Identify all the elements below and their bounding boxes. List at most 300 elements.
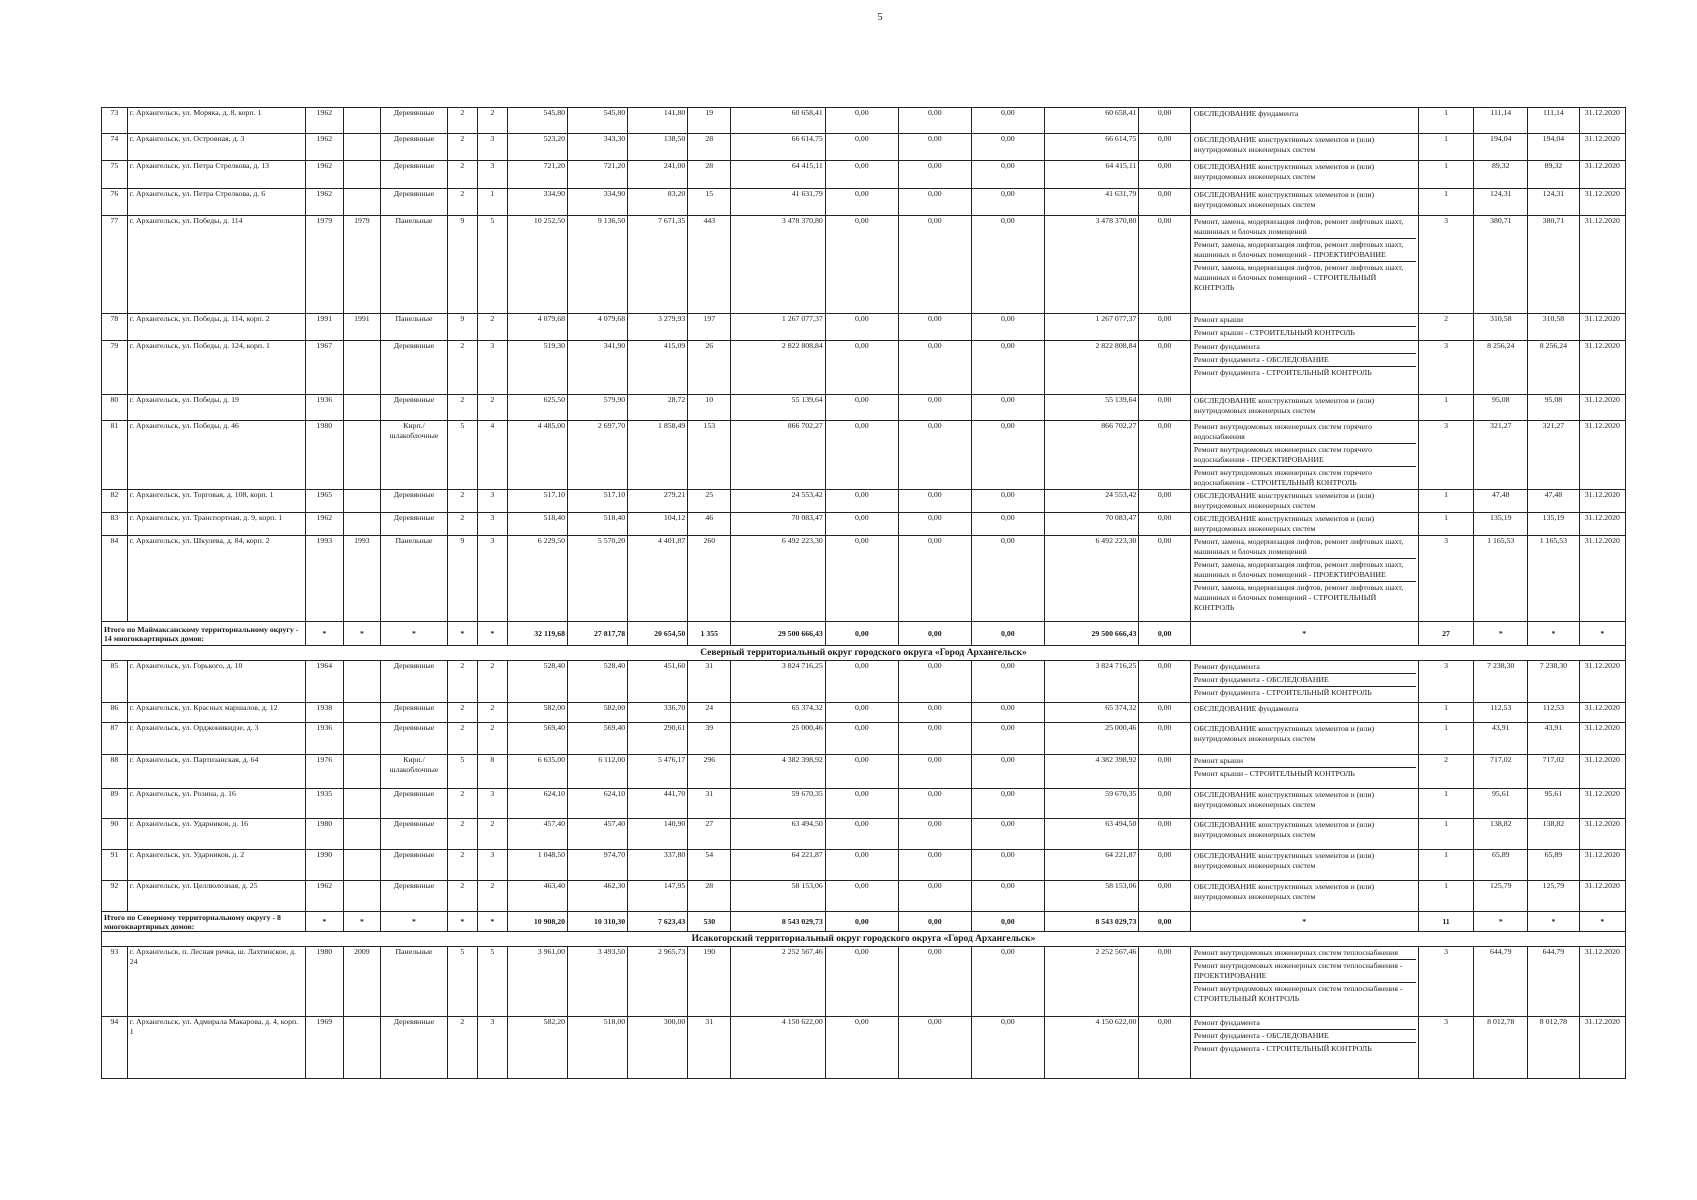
cell-area-private: 140,90 [628,819,688,850]
cell-fund-5: 0,00 [1139,947,1191,1017]
cell-residents: 197 [688,314,731,341]
cell-area-total: 582,20 [507,1017,567,1079]
cell-area-private: 290,61 [628,723,688,755]
cell-fund-3: 0,00 [971,819,1044,850]
cell-fund-5: 0,00 [1139,513,1191,536]
cell-fund-1: 0,00 [825,134,898,161]
cell-total-cost: 64 221,87 [731,850,826,881]
cell-fund-2: 0,00 [898,947,971,1017]
cell-deadline: 31.12.2020 [1579,723,1625,755]
cell-works-list [1190,134,1418,161]
cell-deadline: 31.12.2020 [1579,161,1625,189]
cell-total-cost: 4 150 622,00 [731,1017,826,1079]
cell-floors: 2 [447,490,477,513]
table-row [102,216,1626,314]
cell-fund-5: 0,00 [1139,536,1191,622]
cell-area-living: 3 493,50 [568,947,628,1017]
cell-works-count: 1 [1418,881,1474,912]
cell-area-private: 336,70 [628,703,688,723]
total-area-living: 27 817,78 [568,622,628,646]
cell-area-living: 457,40 [568,819,628,850]
cell-area-private: 241,00 [628,161,688,189]
cell-deadline: 31.12.2020 [1579,421,1625,490]
work-item: ОБСЛЕДОВАНИЕ конструктивных элементов и (или) внутридомовых инженерных систем [1193,724,1375,743]
cell-row-number: 85 [102,661,128,703]
cell-fund-3: 0,00 [971,421,1044,490]
cell-area-total: 3 961,00 [507,947,567,1017]
cell-fund-5: 0,00 [1139,189,1191,216]
cell-wall-material: Деревянные [381,490,448,513]
cell-fund-5: 0,00 [1139,216,1191,314]
cell-floors: 2 [447,1017,477,1079]
cell-area-total: 625,50 [507,395,567,421]
cell-fund-4: 4 382 398,92 [1044,755,1139,789]
cell-works-count: 1 [1418,513,1474,536]
cell-total-cost: 3 478 370,80 [731,216,826,314]
cell-fund-4: 866 702,27 [1044,421,1139,490]
work-item: ОБСЛЕДОВАНИЕ конструктивных элементов и (или) внутридомовых инженерных систем [1193,190,1375,209]
cell-total-cost: 63 494,50 [731,819,826,850]
cell-area-living: 4 079,68 [568,314,628,341]
cell-deadline: 31.12.2020 [1579,536,1625,622]
cell-max-unit-cost: 8 012,78 [1528,1017,1580,1079]
cell-fund-2: 0,00 [898,513,971,536]
cell-deadline: 31.12.2020 [1579,189,1625,216]
section-heading: Северный территориальный округ городского округа «Город Архангельск» [102,646,1626,661]
cell-total-cost: 70 083,47 [731,513,826,536]
cell-max-unit-cost: 47,48 [1528,490,1580,513]
cell-fund-5: 0,00 [1139,881,1191,912]
work-item: Ремонт фундамента [1193,341,1416,354]
cell-fund-2: 0,00 [898,395,971,421]
cell-area-private: 5 476,17 [628,755,688,789]
cell-fund-2: 0,00 [898,789,971,819]
work-item: Ремонт фундамента - ОБСЛЕДОВАНИЕ [1193,354,1416,367]
cell-unit-cost: 47,48 [1474,490,1528,513]
cell-year-commissioning [343,421,381,490]
work-item: ОБСЛЕДОВАНИЕ конструктивных элементов и (или) внутридомовых инженерных систем [1193,396,1375,415]
table-row [102,536,1626,622]
work-item: Ремонт, замена, модернизация лифтов, ремонт лифтовых шахт, машинных и блочных помещений - ПРОЕКТИРОВАНИЕ [1193,239,1416,262]
cell-works-list [1190,536,1418,622]
cell-area-private: 1 858,49 [628,421,688,490]
total-cost: 29 500 666,43 [731,622,826,646]
cell-deadline: 31.12.2020 [1579,1017,1625,1079]
cell-entrances: 2 [477,661,507,703]
work-item: Ремонт, замена, модернизация лифтов, ремонт лифтовых шахт, машинных и блочных помещений - СТРОИТЕЛЬНЫЙ КОНТРОЛЬ [1193,263,1404,292]
work-item: Ремонт фундамента - СТРОИТЕЛЬНЫЙ КОНТРОЛЬ [1193,368,1372,377]
cell-address: г. Архангельск, ул. Петра Стрелкова, д. 6 [127,189,305,216]
cell-year-built: 1980 [306,421,344,490]
total-star: * [477,622,507,646]
cell-fund-1: 0,00 [825,490,898,513]
cell-year-commissioning [343,850,381,881]
cell-total-cost: 58 153,06 [731,881,826,912]
cell-year-built: 1964 [306,661,344,703]
table-row [102,189,1626,216]
cell-total-cost: 64 415,11 [731,161,826,189]
cell-entrances: 2 [477,723,507,755]
cell-unit-cost: 321,27 [1474,421,1528,490]
cell-max-unit-cost: 95,08 [1528,395,1580,421]
cell-max-unit-cost: 95,61 [1528,789,1580,819]
cell-address: г. Архангельск, ул. Горького, д. 10 [127,661,305,703]
cell-year-built: 1962 [306,108,344,134]
section-header-row [102,932,1626,947]
cell-year-built: 1976 [306,755,344,789]
cell-total-cost: 66 614,75 [731,134,826,161]
cell-year-built: 1990 [306,850,344,881]
cell-fund-4: 24 553,42 [1044,490,1139,513]
cell-area-living: 528,40 [568,661,628,703]
cell-unit-cost: 7 238,30 [1474,661,1528,703]
cell-deadline: 31.12.2020 [1579,134,1625,161]
work-item: Ремонт крыши - СТРОИТЕЛЬНЫЙ КОНТРОЛЬ [1193,769,1355,778]
cell-max-unit-cost: 124,31 [1528,189,1580,216]
cell-wall-material: Панельные [381,947,448,1017]
table-row [102,755,1626,789]
cell-residents: 54 [688,850,731,881]
cell-deadline: 31.12.2020 [1579,216,1625,314]
cell-deadline: 31.12.2020 [1579,490,1625,513]
cell-area-living: 582,00 [568,703,628,723]
cell-total-cost: 25 000,46 [731,723,826,755]
cell-year-commissioning [343,1017,381,1079]
cell-wall-material: Деревянные [381,789,448,819]
cell-works-count: 1 [1418,789,1474,819]
cell-total-cost: 2 252 567,46 [731,947,826,1017]
cell-year-commissioning [343,161,381,189]
cell-fund-5: 0,00 [1139,850,1191,881]
cell-fund-5: 0,00 [1139,134,1191,161]
cell-floors: 5 [447,947,477,1017]
cell-row-number: 74 [102,134,128,161]
cell-max-unit-cost: 1 165,53 [1528,536,1580,622]
total-star: * [306,912,344,932]
total-star: * [381,622,448,646]
total-fund-2: 0,00 [898,622,971,646]
cell-fund-2: 0,00 [898,703,971,723]
cell-floors: 2 [447,134,477,161]
table-row [102,395,1626,421]
cell-works-list [1190,881,1418,912]
cell-fund-1: 0,00 [825,723,898,755]
cell-unit-cost: 1 165,53 [1474,536,1528,622]
cell-area-private: 300,00 [628,1017,688,1079]
cell-fund-4: 66 614,75 [1044,134,1139,161]
cell-unit-cost: 138,82 [1474,819,1528,850]
cell-fund-5: 0,00 [1139,161,1191,189]
cell-wall-material: Кирп./ шлакоблочные [381,755,448,789]
cell-fund-5: 0,00 [1139,703,1191,723]
cell-year-built: 1967 [306,341,344,395]
cell-fund-3: 0,00 [971,216,1044,314]
total-works-count: 27 [1418,622,1474,646]
cell-fund-2: 0,00 [898,216,971,314]
cell-fund-2: 0,00 [898,108,971,134]
cell-works-list [1190,161,1418,189]
total-label: Итого по Северному территориальному округу - 8 многоквартирных домов: [102,912,306,932]
cell-wall-material: Деревянные [381,189,448,216]
cell-wall-material: Деревянные [381,395,448,421]
cell-fund-3: 0,00 [971,703,1044,723]
cell-max-unit-cost: 194,04 [1528,134,1580,161]
cell-wall-material: Деревянные [381,161,448,189]
total-fund-2: 0,00 [898,912,971,932]
total-star: * [1579,912,1625,932]
total-residents: 1 355 [688,622,731,646]
table-row [102,108,1626,134]
cell-fund-1: 0,00 [825,661,898,703]
cell-area-living: 579,90 [568,395,628,421]
cell-fund-2: 0,00 [898,850,971,881]
cell-residents: 443 [688,216,731,314]
cell-year-commissioning [343,395,381,421]
cell-works-count: 1 [1418,189,1474,216]
cell-floors: 9 [447,536,477,622]
total-star: * [477,912,507,932]
cell-entrances: 4 [477,421,507,490]
cell-row-number: 94 [102,1017,128,1079]
cell-row-number: 77 [102,216,128,314]
cell-fund-2: 0,00 [898,490,971,513]
cell-year-built: 1935 [306,789,344,819]
cell-works-list [1190,661,1418,703]
cell-year-commissioning [343,881,381,912]
cell-entrances: 3 [477,134,507,161]
cell-fund-1: 0,00 [825,819,898,850]
cell-total-cost: 59 670,35 [731,789,826,819]
cell-entrances: 3 [477,789,507,819]
cell-works-count: 3 [1418,661,1474,703]
table-row [102,850,1626,881]
cell-works-list [1190,108,1418,134]
cell-floors: 2 [447,661,477,703]
cell-fund-5: 0,00 [1139,108,1191,134]
table-row [102,134,1626,161]
cell-deadline: 31.12.2020 [1579,703,1625,723]
work-item: ОБСЛЕДОВАНИЕ конструктивных элементов и (или) внутридомовых инженерных систем [1193,851,1375,870]
cell-row-number: 76 [102,189,128,216]
cell-residents: 153 [688,421,731,490]
cell-unit-cost: 89,32 [1474,161,1528,189]
cell-max-unit-cost: 138,82 [1528,819,1580,850]
total-star: * [343,912,381,932]
cell-row-number: 73 [102,108,128,134]
total-area-living: 10 310,30 [568,912,628,932]
cell-fund-3: 0,00 [971,755,1044,789]
cell-area-living: 721,20 [568,161,628,189]
cell-year-built: 1936 [306,723,344,755]
cell-row-number: 79 [102,341,128,395]
cell-fund-3: 0,00 [971,513,1044,536]
cell-fund-1: 0,00 [825,395,898,421]
cell-address: г. Архангельск, ул. Моряка, д. 8, корп. 1 [127,108,305,134]
cell-fund-4: 41 631,79 [1044,189,1139,216]
cell-entrances: 3 [477,850,507,881]
cell-address: г. Архангельск, ул. Островная, д. 3 [127,134,305,161]
cell-works-list [1190,947,1418,1017]
cell-year-built: 1979 [306,216,344,314]
cell-unit-cost: 135,19 [1474,513,1528,536]
cell-deadline: 31.12.2020 [1579,341,1625,395]
cell-entrances: 3 [477,1017,507,1079]
cell-fund-4: 2 252 567,46 [1044,947,1139,1017]
cell-fund-2: 0,00 [898,661,971,703]
cell-year-commissioning: 2009 [343,947,381,1017]
cell-area-total: 4 079,68 [507,314,567,341]
cell-area-total: 457,40 [507,819,567,850]
cell-fund-2: 0,00 [898,341,971,395]
cell-floors: 2 [447,513,477,536]
total-star: * [1190,622,1418,646]
cell-year-commissioning [343,490,381,513]
cell-fund-1: 0,00 [825,161,898,189]
cell-fund-3: 0,00 [971,850,1044,881]
cell-deadline: 31.12.2020 [1579,819,1625,850]
cell-floors: 9 [447,216,477,314]
cell-works-count: 3 [1418,216,1474,314]
cell-fund-4: 2 822 808,84 [1044,341,1139,395]
work-item: Ремонт крыши [1193,755,1416,768]
cell-fund-3: 0,00 [971,314,1044,341]
cell-year-built: 1965 [306,490,344,513]
cell-works-list [1190,189,1418,216]
total-label: Итого по Маймаксанскому территориальному округу - 14 многоквартирных домов: [102,622,306,646]
table-body-isakogorsk [102,947,1626,1079]
work-item: ОБСЛЕДОВАНИЕ конструктивных элементов и (или) внутридомовых инженерных систем [1193,514,1375,533]
cell-max-unit-cost: 310,58 [1528,314,1580,341]
total-star: * [343,622,381,646]
work-item: Ремонт внутридомовых инженерных систем горячего водоснабжения - ПРОЕКТИРОВАНИЕ [1193,444,1416,467]
cell-residents: 26 [688,341,731,395]
work-item: Ремонт крыши [1193,314,1416,327]
cell-entrances: 5 [477,947,507,1017]
cell-unit-cost: 125,79 [1474,881,1528,912]
work-item: ОБСЛЕДОВАНИЕ конструктивных элементов и (или) внутридомовых инженерных систем [1193,491,1375,510]
cell-entrances: 3 [477,490,507,513]
total-star: * [1528,912,1580,932]
table-body-maimaksa [102,108,1626,622]
cell-area-private: 337,80 [628,850,688,881]
cell-area-private: 441,70 [628,789,688,819]
cell-fund-1: 0,00 [825,341,898,395]
work-item: Ремонт фундамента - ОБСЛЕДОВАНИЕ [1193,1030,1416,1043]
work-item: Ремонт, замена, модернизация лифтов, ремонт лифтовых шахт, машинных и блочных помещений - СТРОИТЕЛЬНЫЙ КОНТРОЛЬ [1193,583,1404,612]
cell-year-commissioning [343,513,381,536]
cell-year-built: 1993 [306,536,344,622]
work-item: Ремонт крыши - СТРОИТЕЛЬНЫЙ КОНТРОЛЬ [1193,328,1355,337]
register-table [101,107,1626,1079]
cell-year-built: 1962 [306,513,344,536]
cell-floors: 2 [447,189,477,216]
cell-total-cost: 24 553,42 [731,490,826,513]
cell-max-unit-cost: 43,91 [1528,723,1580,755]
cell-floors: 2 [447,881,477,912]
cell-works-list [1190,421,1418,490]
cell-entrances: 8 [477,755,507,789]
cell-year-commissioning: 1979 [343,216,381,314]
cell-works-count: 3 [1418,536,1474,622]
cell-fund-1: 0,00 [825,881,898,912]
cell-fund-2: 0,00 [898,881,971,912]
cell-unit-cost: 112,53 [1474,703,1528,723]
cell-row-number: 78 [102,314,128,341]
cell-fund-2: 0,00 [898,755,971,789]
cell-works-list [1190,490,1418,513]
cell-deadline: 31.12.2020 [1579,881,1625,912]
cell-works-count: 2 [1418,755,1474,789]
cell-area-total: 523,20 [507,134,567,161]
cell-max-unit-cost: 65,89 [1528,850,1580,881]
total-star: * [1474,912,1528,932]
cell-floors: 5 [447,421,477,490]
cell-floors: 2 [447,108,477,134]
cell-row-number: 75 [102,161,128,189]
cell-max-unit-cost: 89,32 [1528,161,1580,189]
cell-wall-material: Панельные [381,536,448,622]
cell-max-unit-cost: 8 256,24 [1528,341,1580,395]
cell-year-built: 1962 [306,161,344,189]
cell-total-cost: 6 492 223,30 [731,536,826,622]
work-item: Ремонт внутридомовых инженерных систем теплоснабжения - ПРОЕКТИРОВАНИЕ [1193,960,1416,983]
cell-year-commissioning: 1993 [343,536,381,622]
cell-wall-material: Панельные [381,216,448,314]
cell-address: г. Архангельск, ул. Транспортная, д. 9, корп. 1 [127,513,305,536]
cell-deadline: 31.12.2020 [1579,947,1625,1017]
cell-max-unit-cost: 7 238,30 [1528,661,1580,703]
cell-fund-4: 64 221,87 [1044,850,1139,881]
cell-max-unit-cost: 644,79 [1528,947,1580,1017]
cell-area-living: 545,80 [568,108,628,134]
cell-fund-5: 0,00 [1139,490,1191,513]
cell-entrances: 3 [477,161,507,189]
total-star: * [1579,622,1625,646]
cell-total-cost: 3 824 716,25 [731,661,826,703]
cell-residents: 31 [688,661,731,703]
cell-entrances: 1 [477,189,507,216]
table-row [102,947,1626,1017]
cell-residents: 190 [688,947,731,1017]
cell-fund-1: 0,00 [825,703,898,723]
cell-deadline: 31.12.2020 [1579,850,1625,881]
table-row [102,661,1626,703]
section-header-row [102,646,1626,661]
table-row [102,513,1626,536]
cell-fund-2: 0,00 [898,421,971,490]
cell-area-living: 518,40 [568,513,628,536]
cell-year-commissioning [343,789,381,819]
cell-floors: 2 [447,850,477,881]
cell-fund-4: 55 139,64 [1044,395,1139,421]
cell-entrances: 3 [477,536,507,622]
total-star: * [1190,912,1418,932]
cell-unit-cost: 65,89 [1474,850,1528,881]
work-item: Ремонт внутридомовых инженерных систем горячего водоснабжения [1193,421,1416,444]
cell-max-unit-cost: 135,19 [1528,513,1580,536]
table-row [102,703,1626,723]
cell-area-total: 463,40 [507,881,567,912]
cell-floors: 2 [447,161,477,189]
cell-fund-3: 0,00 [971,134,1044,161]
cell-area-private: 451,60 [628,661,688,703]
cell-unit-cost: 95,08 [1474,395,1528,421]
cell-fund-4: 3 824 716,25 [1044,661,1139,703]
cell-area-private: 4 401,87 [628,536,688,622]
cell-area-total: 1 048,50 [507,850,567,881]
total-star: * [381,912,448,932]
cell-area-total: 517,10 [507,490,567,513]
